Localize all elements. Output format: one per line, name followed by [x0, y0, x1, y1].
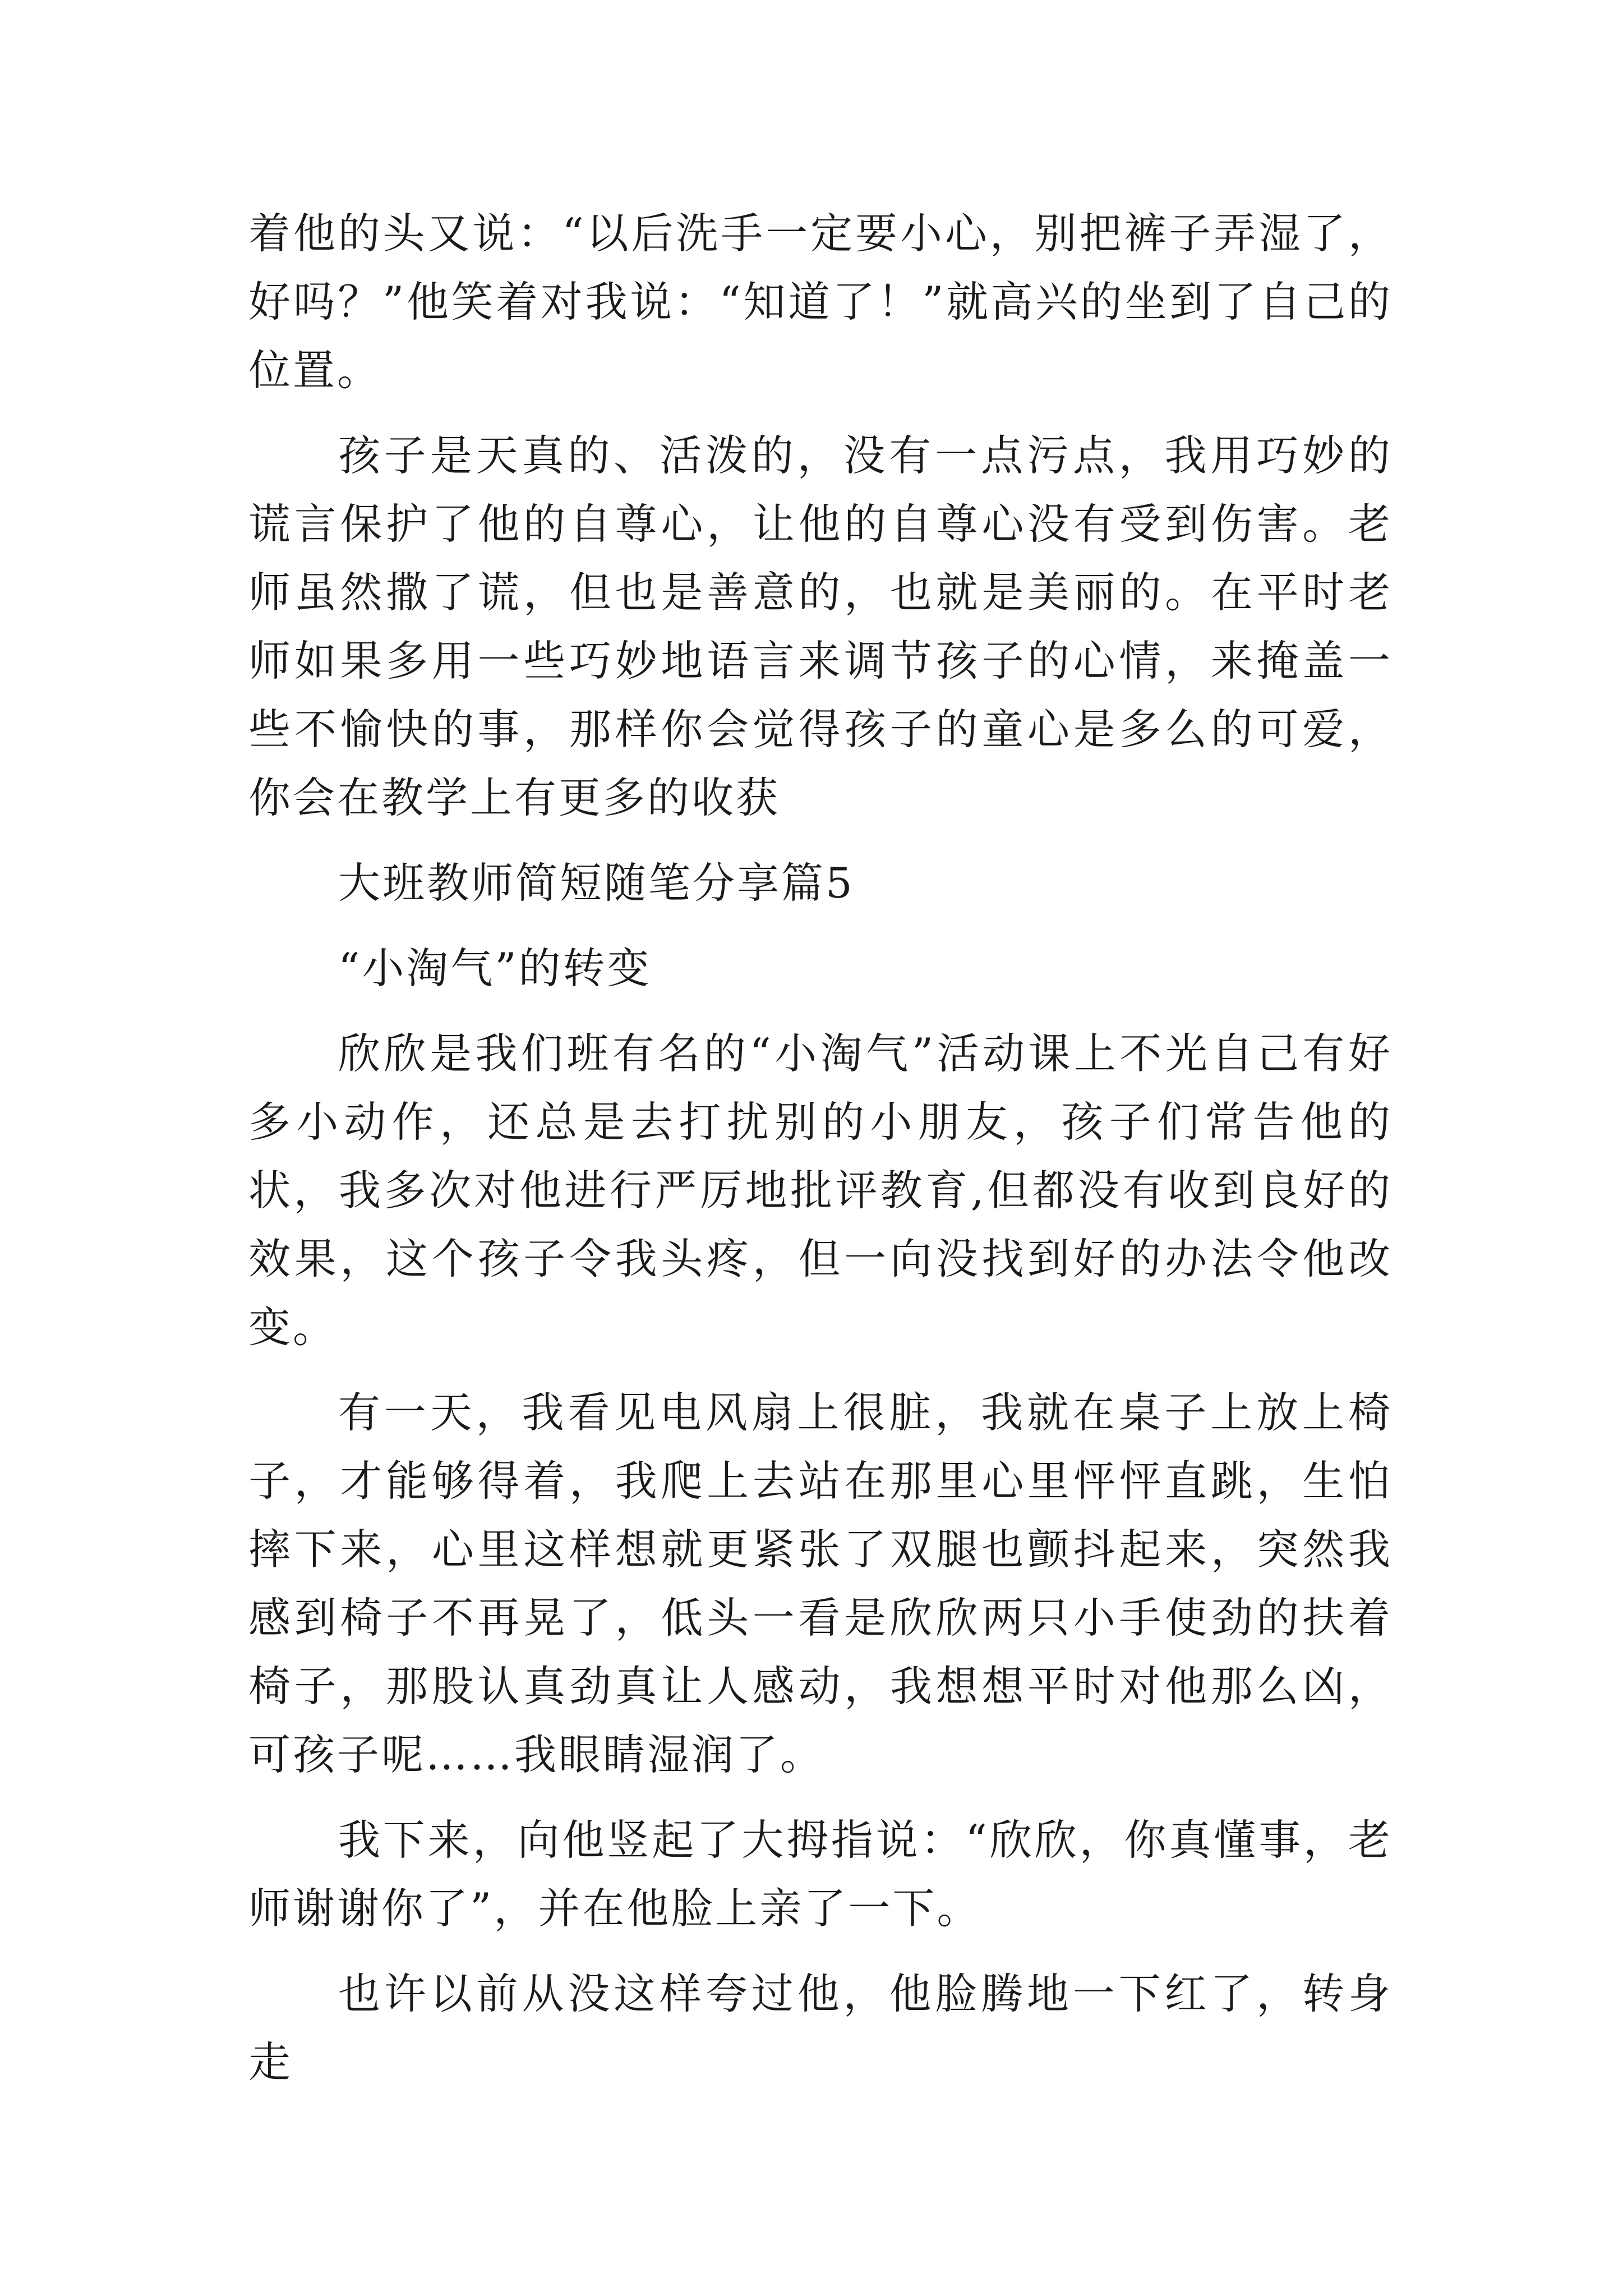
document-body [248, 199, 1393, 2096]
paragraph-5: 欣欣是我们班有名的“小淘气”活动课上不光自己有好多小动作，还总是去打扰别的小朋友，孩子们常告他的状，我多次对他进行严厉地批评教育,但都没有收到良好的效果，这个孩子令我头疼，但一向没找到好的办法令他改变。 [248, 1029, 1393, 1352]
section-heading: 大班教师简短随笔分享篇5 [338, 858, 855, 908]
paragraph-8: 也许以前从没这样夸过他，他脸腾地一下红了，转身走 [248, 1969, 1393, 2087]
paragraph-1: 着他的头又说：“以后洗手一定要小心，别把裤子弄湿了，好吗？”他笑着对我说：“知道了！”就高兴的坐到了自己的位置。 [248, 209, 1393, 395]
paragraph-7: 我下来，向他竖起了大拇指说：“欣欣，你真懂事，老师谢谢你了”，并在他脸上亲了一下。 [248, 1815, 1393, 1933]
paragraph-2: 孩子是天真的、活泼的，没有一点污点，我用巧妙的谎言保护了他的自尊心，让他的自尊心没有受到伤害。老师虽然撒了谎，但也是善意的，也就是美丽的。在平时老师如果多用一些巧妙地语言来调节孩子的心情，来掩盖一些不愉快的事，那样你会觉得孩子的童心是多么的可爱，你会在教学上有更多的收获 [248, 431, 1393, 822]
paragraph-6: 有一天，我看见电风扇上很脏，我就在桌子上放上椅子，才能够得着，我爬上去站在那里心里怦怦直跳，生怕摔下来，心里这样想就更紧张了双腿也颤抖起来，突然我感到椅子不再晃了，低头一看是欣欣两只小手使劲的扶着椅子，那股认真劲真让人感动，我想想平时对他那么凶，可孩子呢……我眼睛湿润了。 [248, 1388, 1393, 1779]
story-title: “小淘气”的转变 [338, 944, 652, 993]
